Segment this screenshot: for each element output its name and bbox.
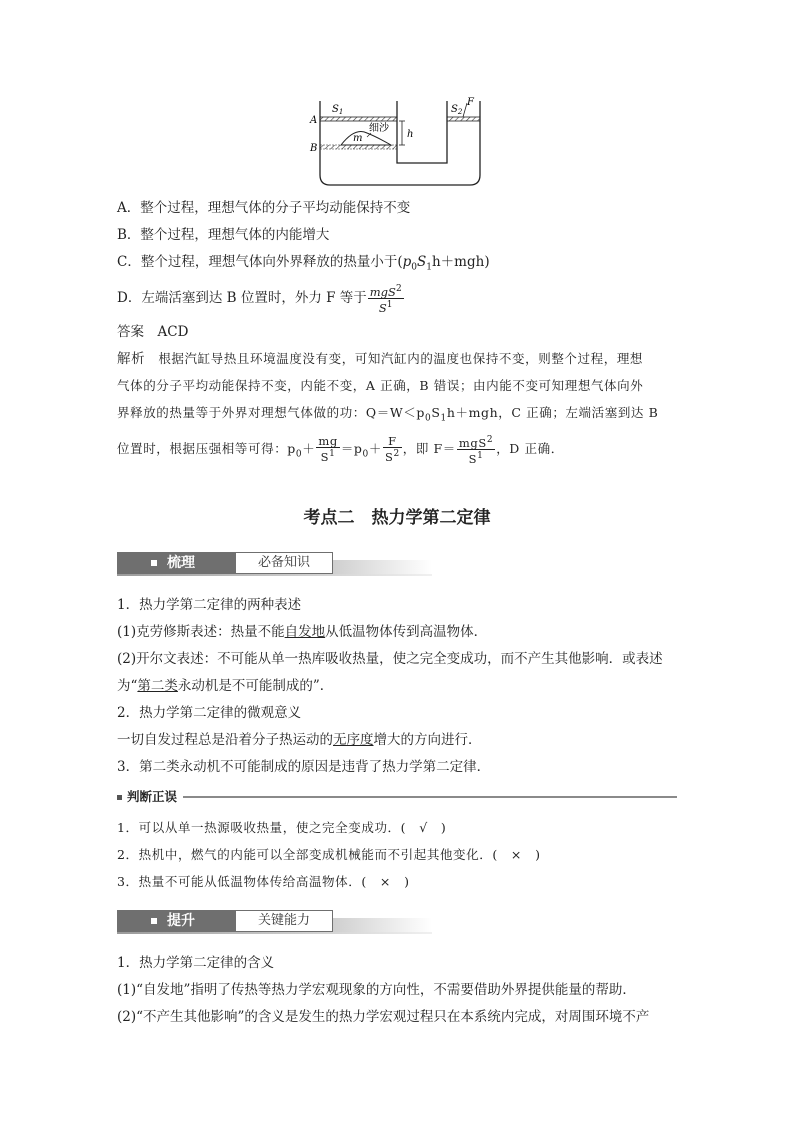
solution-frac-1-den-sup: 1 xyxy=(329,449,336,460)
solution-line-2: 气体的分子平均动能保持不变，内能不变，A 正确，B 错误；由内能不变可知理想气体向外 xyxy=(117,378,644,393)
ability-line-3: (2)“不产生其他影响”的含义是发生的热力学宏观过程只在本系统内完成，对周围环境不产 xyxy=(117,1009,650,1025)
solution-line-3 xyxy=(117,403,658,429)
option-c-post: h＋mgh) xyxy=(431,254,490,270)
solution-line-4-pre: 位置时，根据压强相等可得：p xyxy=(117,440,296,456)
knowledge-line-2-underlined: 自发地 xyxy=(284,624,326,640)
svg-text:S2 xyxy=(451,104,463,116)
banner-ability xyxy=(117,910,432,934)
knowledge-line-1: 1．热力学第二定律的两种表述 xyxy=(117,597,302,613)
solution-line-3-sub1: 0 xyxy=(425,413,432,424)
option-a: A．整个过程，理想气体的分子平均动能保持不变 xyxy=(117,200,411,216)
solution-frac-3-num: mgS xyxy=(458,435,487,450)
option-c xyxy=(117,252,490,278)
answer-value: ACD xyxy=(157,324,189,340)
banner-underline xyxy=(117,574,432,576)
option-c-p: p xyxy=(402,254,412,270)
label-a: A xyxy=(310,115,318,126)
solution-frac-2-den-sup: 2 xyxy=(393,449,400,460)
solution-line-1 xyxy=(117,349,643,369)
option-d-num: mgS xyxy=(369,284,396,299)
option-d-num-sup: 2 xyxy=(395,284,402,294)
ability-line-1: 1．热力学第二定律的含义 xyxy=(117,955,275,971)
solution-frac-2-num: F xyxy=(383,435,402,448)
answer-line xyxy=(117,322,188,342)
knowledge-line-6-post: 增大的方向进行． xyxy=(373,732,482,748)
label-s1-sub: 1 xyxy=(338,108,344,116)
banner-ability-tag xyxy=(117,910,235,932)
solution-line-4-eq-sub: 0 xyxy=(362,449,369,460)
solution-frac-1-den: S xyxy=(320,450,330,465)
solution-line-4: 位置时，根据压强相等可得：$p_0+$ $\frac{mg}{S^1}$ $=p_0+$ $\frac{F}{S^2}$ ，即 F＝ $\frac{mgS^2}{S^1}$ ，D 正确． xyxy=(117,434,564,466)
solution-line-4-mid: ，即 F＝ xyxy=(402,440,456,456)
solution-frac-3-num-sup: 2 xyxy=(486,435,494,445)
option-c-s-sub: 1 xyxy=(426,262,432,273)
answer-label: 答案 xyxy=(117,324,144,340)
knowledge-line-6 xyxy=(117,730,482,750)
label-h: h xyxy=(407,129,414,140)
judge-item-2: 2．热机中，燃气的内能可以全部变成机械能而不引起其他变化．( × ) xyxy=(117,847,541,862)
option-c-s: S xyxy=(417,254,427,270)
knowledge-line-7: 3．第二类永动机不可能制成的原因是违背了热力学第二定律． xyxy=(117,759,491,775)
square-bullet-icon xyxy=(117,795,122,800)
solution-frac-3 xyxy=(457,434,495,465)
solution-text-1: 根据汽缸导热且环境温度没有变，可知汽缸内的温度也保持不变，则整个过程，理想 xyxy=(158,351,644,366)
square-bullet-icon xyxy=(151,918,157,924)
option-d-den-sup: 1 xyxy=(386,299,393,310)
knowledge-line-5: 2．热力学第二定律的微观意义 xyxy=(117,705,302,721)
label-s2: S xyxy=(451,104,458,115)
option-c-p-sub: 0 xyxy=(411,262,417,273)
option-d-pre: D．左端活塞到达 B 位置时，外力 F 等于 xyxy=(117,289,367,306)
knowledge-line-4 xyxy=(117,676,333,696)
banner-fade xyxy=(333,560,432,574)
cylinder-diagram xyxy=(305,95,485,187)
knowledge-line-4-underlined: 第二类 xyxy=(137,678,178,694)
piston-a xyxy=(320,117,397,121)
judge-label-text: 判断正误 xyxy=(127,789,178,804)
solution-line-4-sub: 0 xyxy=(295,449,303,460)
banner-ability-box: 关键能力 xyxy=(235,910,333,932)
piston-s2 xyxy=(447,117,480,121)
label-b: B xyxy=(310,143,318,154)
solution-label: 解析 xyxy=(117,351,146,367)
solution-frac-1-num: mg xyxy=(318,434,338,449)
solution-line-3-sub2: 1 xyxy=(440,413,447,424)
solution-frac-2-den: S xyxy=(384,450,394,465)
banner-knowledge xyxy=(117,552,432,576)
banner-knowledge-box: 必备知识 xyxy=(235,552,333,574)
label-f: F xyxy=(467,97,474,108)
ability-line-2: (1)“自发地”指明了传热等热力学宏观现象的方向性，不需要借助外界提供能量的帮助． xyxy=(117,982,636,998)
option-d xyxy=(117,283,405,314)
option-d-fraction xyxy=(368,283,404,314)
knowledge-line-4-post: 永动机是不可能制成的”． xyxy=(177,678,334,694)
solution-frac-2 xyxy=(383,435,402,463)
label-s2-sub: 2 xyxy=(457,108,463,116)
knowledge-line-3: (2)开尔文表述：不可能从单一热库吸收热量，使之完全变成功，而不产生其他影响．或表述 xyxy=(117,651,663,667)
banner-fade xyxy=(333,918,432,932)
section-title: 考点二 热力学第二定律 xyxy=(303,508,491,528)
svg-text:S1 xyxy=(332,104,343,116)
solution-frac-1 xyxy=(316,435,339,463)
cylinder-inner-wall xyxy=(397,101,447,163)
judge-label xyxy=(117,788,183,806)
cylinder-figure xyxy=(305,95,485,191)
solution-line-3-pre: 界释放的热量等于外界对理想气体做的功：Q＝W＜p xyxy=(117,405,425,420)
judge-rule xyxy=(117,796,677,798)
knowledge-line-2 xyxy=(117,622,487,642)
solution-line-4-eq: ＝p xyxy=(340,440,363,456)
label-m: m xyxy=(353,133,363,144)
solution-frac-3-den: S xyxy=(468,451,478,466)
banner-knowledge-tag-text: 梳理 xyxy=(167,555,195,571)
knowledge-line-2-pre: (1)克劳修斯表述：热量不能 xyxy=(117,624,285,640)
solution-line-3-mid: S xyxy=(431,405,441,420)
option-d-den: S xyxy=(378,300,387,315)
judge-header xyxy=(117,788,677,806)
banner-underline xyxy=(117,932,432,934)
knowledge-line-6-pre: 一切自发过程总是沿着分子热运动的 xyxy=(117,732,333,748)
knowledge-line-4-pre: 为“ xyxy=(117,678,138,694)
option-b: B．整个过程，理想气体的内能增大 xyxy=(117,227,330,243)
square-bullet-icon xyxy=(151,560,157,566)
piston-position-b xyxy=(320,145,397,149)
judge-item-1: 1．可以从单一热源吸收热量，使之完全变成功．( √ ) xyxy=(117,820,447,835)
knowledge-line-2-post: 从低温物体传到高温物体． xyxy=(325,624,488,640)
label-s1: S xyxy=(332,104,339,115)
option-c-pre: C．整个过程，理想气体向外界释放的热量小于( xyxy=(117,254,403,270)
banner-ability-tag-text: 提升 xyxy=(167,913,195,929)
judge-item-3: 3．热量不可能从低温物体传给高温物体．( × ) xyxy=(117,874,410,889)
solution-frac-3-den-sup: 1 xyxy=(477,450,484,461)
banner-knowledge-tag xyxy=(117,552,235,574)
solution-line-4-post: ，D 正确． xyxy=(496,440,564,456)
knowledge-line-6-underlined: 无序度 xyxy=(333,732,374,748)
label-sand: 细沙 xyxy=(369,123,389,134)
solution-line-3-post: h＋mgh，C 正确；左端活塞到达 B xyxy=(446,405,659,420)
